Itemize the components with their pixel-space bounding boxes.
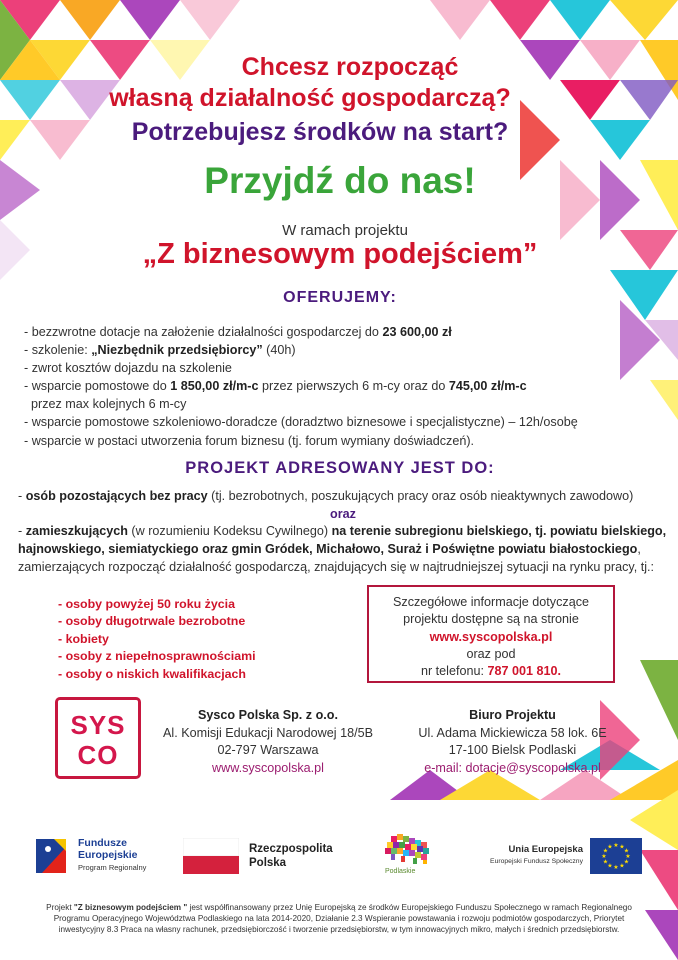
svg-text:★: ★ bbox=[625, 853, 631, 860]
svg-text:★: ★ bbox=[602, 847, 609, 855]
svg-text:★: ★ bbox=[607, 862, 613, 870]
polish-flag-icon bbox=[183, 838, 239, 874]
podlaskie-label: Podlaskie bbox=[385, 868, 416, 875]
ue-label-2: Europejski Fundusz Społeczny bbox=[490, 858, 583, 865]
eu-flag-icon bbox=[590, 838, 642, 874]
company-city: 02-797 Warszawa bbox=[217, 743, 319, 757]
offer-item: - wsparcie pomostowe do 1 850,00 zł/m-c przez pierwszych 6 m-cy oraz do 745,00 zł/m-c bbox=[24, 379, 527, 394]
info-box bbox=[367, 585, 615, 683]
offer-item: - szkolenie: „Niezbędnik przedsiębiorcy” (40h) bbox=[24, 343, 296, 358]
list-item: - osoby powyżej 50 roku życia bbox=[58, 597, 235, 611]
headline-question-1: Chcesz rozpocząć bbox=[241, 53, 459, 81]
intro-text: W ramach projektu bbox=[282, 222, 408, 239]
headline-question-2: własną działalność gospodarczą? bbox=[109, 84, 511, 112]
office-email-link[interactable]: e-mail: dotacje@syscopolska.pl bbox=[424, 760, 601, 775]
footer-note: Projekt "Z biznesowym podejściem " jest współfinansowany przez Unię Europejską ze środków Europejskiego Funduszu Społecznego w ramach Regionalnego Programu Operacyjnego Województwa Podlaskiego na lata 2014-2020, Działanie 2.3 Wspieranie powstawania i rozwoju podmiotów gospodarczych, Priorytet inwestycyjny 8.3 Praca na własny rachunek, przedsiębiorczość i tworzenie przedsiębiorstw, w tym innowacyjnych mikro, małych i średnich przedsiębiorstw. bbox=[46, 903, 632, 934]
offer-item: - wsparcie pomostowe szkoleniowo-doradcze (doradztwo biznesowe i specjalistyczne) – 12h/osobę bbox=[24, 415, 578, 430]
svg-text:★: ★ bbox=[619, 862, 625, 870]
office-address: Ul. Adama Mickiewicza 58 lok. 6E bbox=[418, 725, 607, 740]
fundusze-europejskie-logo bbox=[36, 833, 176, 883]
rp-label-2: Polska bbox=[249, 857, 287, 869]
svg-text:★: ★ bbox=[613, 864, 619, 871]
target-paragraph-1: - osób pozostających bez pracy (tj. bezrobotnych, poszukujących pracy oraz osób nieaktywnych zawodowo) bbox=[18, 489, 634, 503]
bison-mosaic-icon bbox=[383, 832, 435, 868]
sysco-logo: SYS CO bbox=[55, 697, 141, 779]
list-item: - osoby długotrwale bezrobotne bbox=[58, 614, 246, 629]
target-heading: PROJEKT ADRESOWANY JEST DO: bbox=[185, 459, 495, 477]
fe-label-2: Europejskie bbox=[78, 849, 138, 861]
company-address: Al. Komisji Edukacji Narodowej 18/5B bbox=[163, 725, 373, 740]
info-line: projektu dostępne są na stronie bbox=[403, 612, 579, 627]
rp-label-1: Rzeczpospolita bbox=[249, 843, 333, 855]
office-city: 17-100 Bielsk Podlaski bbox=[448, 743, 577, 757]
target-groups-list bbox=[58, 596, 368, 683]
unia-europejska-logo bbox=[478, 838, 643, 878]
company-name: Sysco Polska Sp. z o.o. bbox=[198, 708, 338, 722]
svg-text:★: ★ bbox=[607, 843, 613, 851]
phone-line: nr telefonu: 787 001 810. bbox=[420, 664, 562, 679]
list-item: - osoby z niepełnosprawnościami bbox=[58, 649, 256, 664]
rzeczpospolita-logo bbox=[183, 838, 358, 878]
offers-heading: OFERUJEMY: bbox=[283, 289, 397, 306]
offer-item: przez max kolejnych 6 m-cy bbox=[24, 397, 187, 412]
offer-item: - zwrot kosztów dojazdu na szkolenie bbox=[24, 361, 232, 376]
target-oraz: oraz bbox=[330, 506, 356, 521]
info-line: Szczegółowe informacje dotyczące bbox=[393, 595, 589, 609]
list-item: - kobiety bbox=[58, 631, 109, 646]
svg-text:★: ★ bbox=[623, 847, 630, 855]
podlaskie-logo bbox=[383, 832, 443, 882]
offer-item: - bezzwrotne dotacje na założenie działalności gospodarczej do 23 600,00 zł bbox=[24, 325, 452, 339]
list-item: - osoby o niskich kwalifikacjach bbox=[58, 666, 246, 681]
company-website-link[interactable]: www.syscopolska.pl bbox=[212, 760, 324, 775]
svg-text:★: ★ bbox=[601, 853, 607, 860]
target-description bbox=[18, 488, 668, 577]
fe-emblem-icon bbox=[36, 833, 72, 877]
target-paragraph-2: - zamieszkujących (w rozumieniu Kodeksu Cywilnego) na terenie subregionu bielskiego, tj. powiatu bielskiego, hajnowskiego, siemiatyckiego oraz gmin Gródek, Michałowo, Suraż i Poświętne powiatu białostockiego, zamierzających rozpocząć działalność gospodarczą, znajdujących się w najtrudniejszej sytuacji na rynku pracy, tj.: bbox=[18, 524, 667, 574]
fe-label-1: Fundusze bbox=[78, 837, 127, 849]
ue-label-1: Unia Europejska bbox=[508, 844, 583, 855]
svg-text:★: ★ bbox=[623, 858, 630, 866]
sysco-contact bbox=[158, 707, 378, 777]
headline-question-3: Potrzebujesz środków na start? bbox=[131, 118, 509, 146]
office-name: Biuro Projektu bbox=[469, 708, 556, 722]
offers-list bbox=[24, 323, 654, 450]
website-link[interactable]: www.syscopolska.pl bbox=[429, 629, 553, 644]
office-contact bbox=[405, 707, 620, 777]
fe-label-3: Program Regionalny bbox=[78, 863, 147, 872]
offer-item: - wsparcie w postaci utworzenia forum biznesu (tj. forum wymiany doświadczeń). bbox=[24, 433, 475, 448]
svg-text:★: ★ bbox=[602, 858, 609, 866]
info-line: oraz pod bbox=[466, 646, 516, 661]
project-title: „Z biznesowym podejściem” bbox=[142, 238, 538, 270]
svg-text:★: ★ bbox=[613, 842, 619, 849]
headline-invitation: Przyjdź do nas! bbox=[204, 160, 476, 201]
svg-text:★: ★ bbox=[619, 843, 625, 851]
phone-number[interactable]: 787 001 810. bbox=[487, 664, 562, 679]
